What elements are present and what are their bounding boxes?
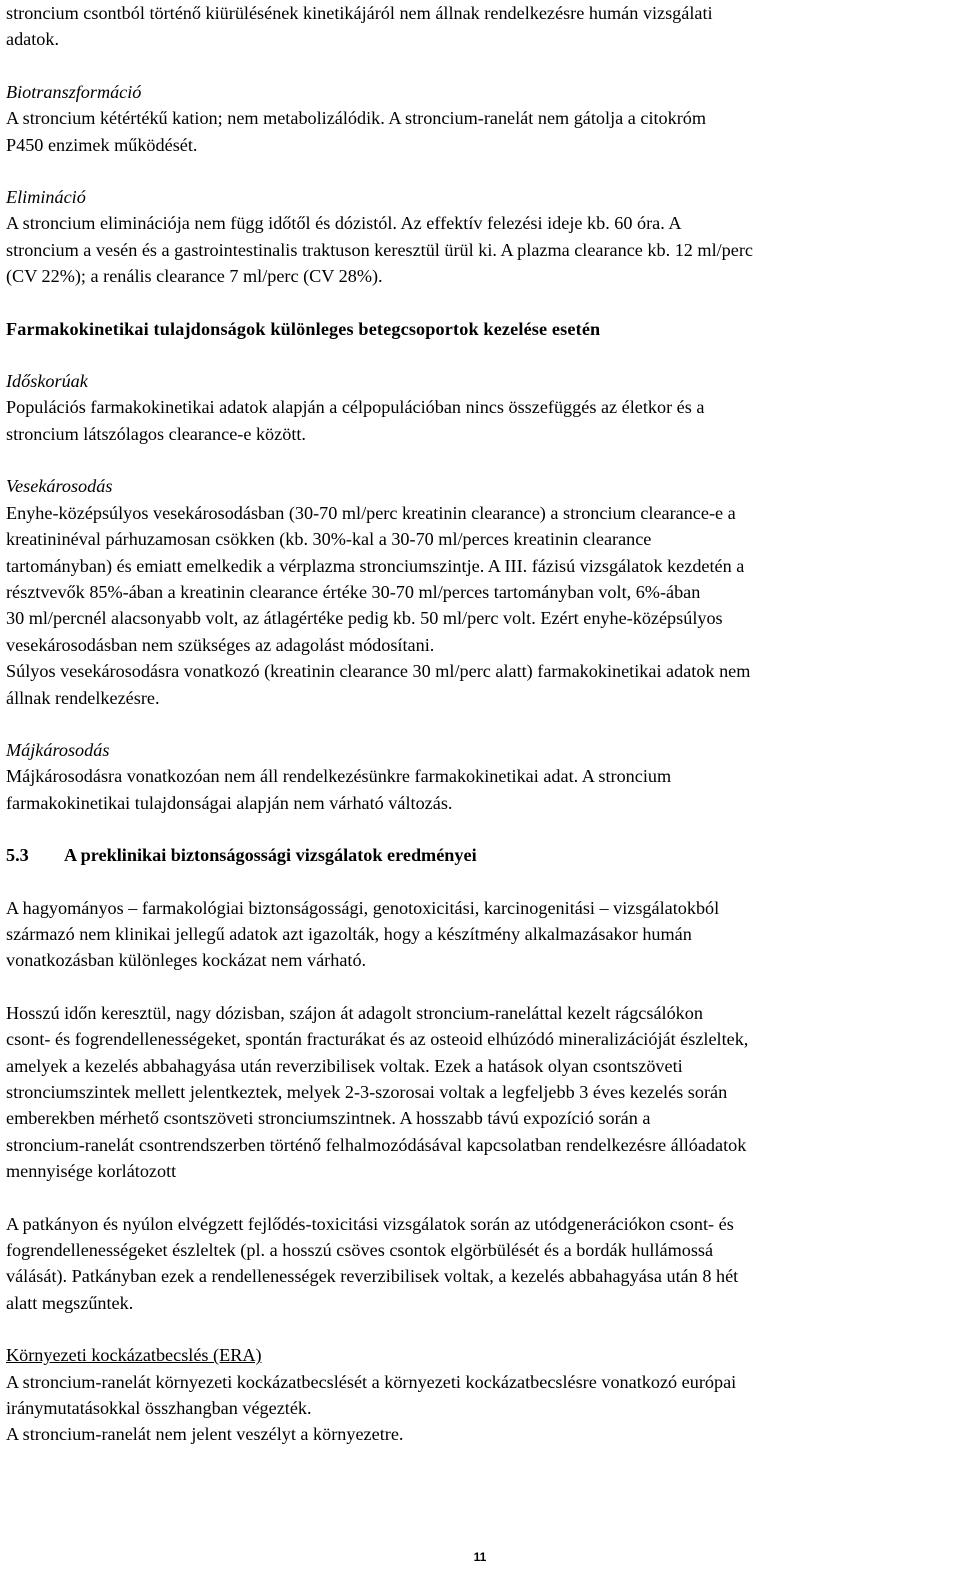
preclinical-paragraph-1	[6, 895, 946, 974]
renal-heading: Vesekárosodás	[6, 476, 113, 497]
text-line: kreatininéval párhuzamosan csökken (kb. 30%-kal a 30-70 ml/perces kreatinin clearance	[6, 529, 652, 550]
text-line: fogrendellenességeket észleltek (pl. a hosszú csöves csontok elgörbülését és a bordák hullámossá	[6, 1240, 714, 1261]
text-line: Súlyos vesekárosodásra vonatkozó (kreatinin clearance 30 ml/perc alatt) farmakokinetikai adatok nem	[6, 661, 751, 682]
text-line: Populációs farmakokinetikai adatok alapján a célpopulációban nincs összefüggés az életkor és a	[6, 397, 705, 418]
text-line: stroncium látszólagos clearance-e között.	[6, 423, 306, 444]
preclinical-paragraph-2	[6, 1000, 946, 1185]
biotransformation-heading: Biotranszformáció	[6, 81, 142, 102]
text-line: A stroncium eliminációja nem függ időtől és dózistól. Az effektív felezési ideje kb. 60 óra. A	[6, 213, 682, 234]
page-number: 11	[473, 1550, 487, 1564]
text-line: farmakokinetikai tulajdonságai alapján nem várható változás.	[6, 792, 453, 813]
era-section	[6, 1342, 946, 1448]
text-line: Enyhe-középsúlyos vesekárosodásban (30-70 ml/perc kreatinin clearance) a stroncium clearance-e a	[6, 502, 736, 523]
text-line: alatt megszűntek.	[6, 1292, 134, 1313]
text-line: (CV 22%); a renális clearance 7 ml/perc (CV 28%).	[6, 266, 383, 287]
era-heading-text: Környezeti kockázatbecslés (ERA)	[6, 1345, 262, 1366]
special-groups-heading: Farmakokinetikai tulajdonságok különleges betegcsoportok kezelése esetén	[6, 318, 601, 339]
text-line: amelyek a kezelés abbahagyása után reverzibilisek voltak. Ezek a hatások olyan csontszöveti	[6, 1055, 683, 1076]
text-line: mennyisége korlátozott	[6, 1161, 177, 1182]
elderly-section	[6, 368, 946, 447]
text-line: résztvevők 85%-ában a kreatinin clearance értéke 30-70 ml/perces tartományban volt, 6%-ában	[6, 581, 701, 602]
text-line: Májkárosodásra vonatkozóan nem áll rendelkezésünkre farmakokinetikai adat. A stroncium	[6, 766, 672, 787]
document-page	[6, 0, 946, 1448]
biotransformation-section	[6, 79, 946, 158]
elimination-heading: Elimináció	[6, 187, 86, 208]
text-line: válását). Patkányban ezek a rendellenességek reverzibilisek voltak, a kezelés abbahagyása után 8 hét	[6, 1266, 739, 1287]
text-line: stronciumszintek mellett jelentkeztek, melyek 2-3-szorosai voltak a legfeljebb 3 éves kezelés során	[6, 1082, 728, 1102]
section-title: A preklinikai biztonságossági vizsgálatok eredményei	[64, 845, 477, 866]
renal-section	[6, 473, 946, 711]
text-line: A hagyományos – farmakológiai biztonságossági, genotoxicitási, karcinogenitási – vizsgálatokból	[6, 897, 720, 918]
text-line: Hosszú időn keresztül, nagy dózisban, szájon át adagolt stroncium-raneláttal kezelt rágcsálókon	[6, 1002, 703, 1023]
intro-paragraph	[6, 0, 946, 53]
elimination-section	[6, 184, 946, 290]
text-line: P450 enzimek működését.	[6, 134, 198, 155]
hepatic-heading: Májkárosodás	[6, 739, 110, 760]
text-line: stroncium-ranelát csontrendszerben történő felhalmozódásával kapcsolatban rendelkezésre állóadatok	[6, 1134, 747, 1155]
text-line: iránymutatásokkal összhangban végezték.	[6, 1398, 312, 1419]
section-5-3-heading	[6, 842, 946, 868]
text-line: A patkányon és nyúlon elvégzett fejlődés-toxicitási vizsgálatok során az utódgenerációkon csont- és	[6, 1213, 734, 1234]
text-line: stroncium csontból történő kiürülésének kinetikájáról nem állnak rendelkezésre humán vizsgálati	[6, 3, 713, 23]
text-line: emberekben mérhető csontszöveti stronciumszintnek. A hosszabb távú expozíció során a	[6, 1108, 651, 1129]
text-line: származó nem klinikai jellegű adatok azt igazolták, hogy a készítmény alkalmazásakor humán	[6, 923, 692, 944]
text-line: adatok.	[6, 29, 60, 50]
elderly-heading: Időskorúak	[6, 371, 88, 392]
section-number: 5.3	[6, 845, 29, 866]
text-line: állnak rendelkezésre.	[6, 687, 160, 708]
text-line: stroncium a vesén és a gastrointestinalis traktuson keresztül ürül ki. A plazma clearance kb. 12 ml/perc	[6, 239, 753, 260]
text-line: vonatkozásban különleges kockázat nem várható.	[6, 950, 367, 971]
text-line: A stroncium kétértékű kation; nem metabolizálódik. A stroncium-ranelát nem gátolja a citokróm	[6, 108, 707, 129]
text-line: tartományban) és emiatt emelkedik a vérplazma stronciumszintje. A III. fázisú vizsgálatok kezdetén a	[6, 555, 745, 576]
text-line: A stroncium-ranelát nem jelent veszélyt a környezetre.	[6, 1424, 404, 1445]
preclinical-paragraph-3	[6, 1211, 946, 1317]
text-line: vesekárosodásban nem szükséges az adagolást módosítani.	[6, 634, 435, 655]
hepatic-section	[6, 737, 946, 816]
text-line: A stroncium-ranelát környezeti kockázatbecslését a környezeti kockázatbecslésre vonatkozó európai	[6, 1371, 737, 1392]
era-heading	[6, 1342, 946, 1368]
text-line: csont- és fogrendellenességeket, spontán fracturákat és az osteoid elhúzódó mineralizációját észleltek,	[6, 1029, 749, 1050]
text-line: 30 ml/percnél alacsonyabb volt, az átlagértéke pedig kb. 50 ml/perc volt. Ezért enyhe-középsúlyos	[6, 608, 723, 629]
